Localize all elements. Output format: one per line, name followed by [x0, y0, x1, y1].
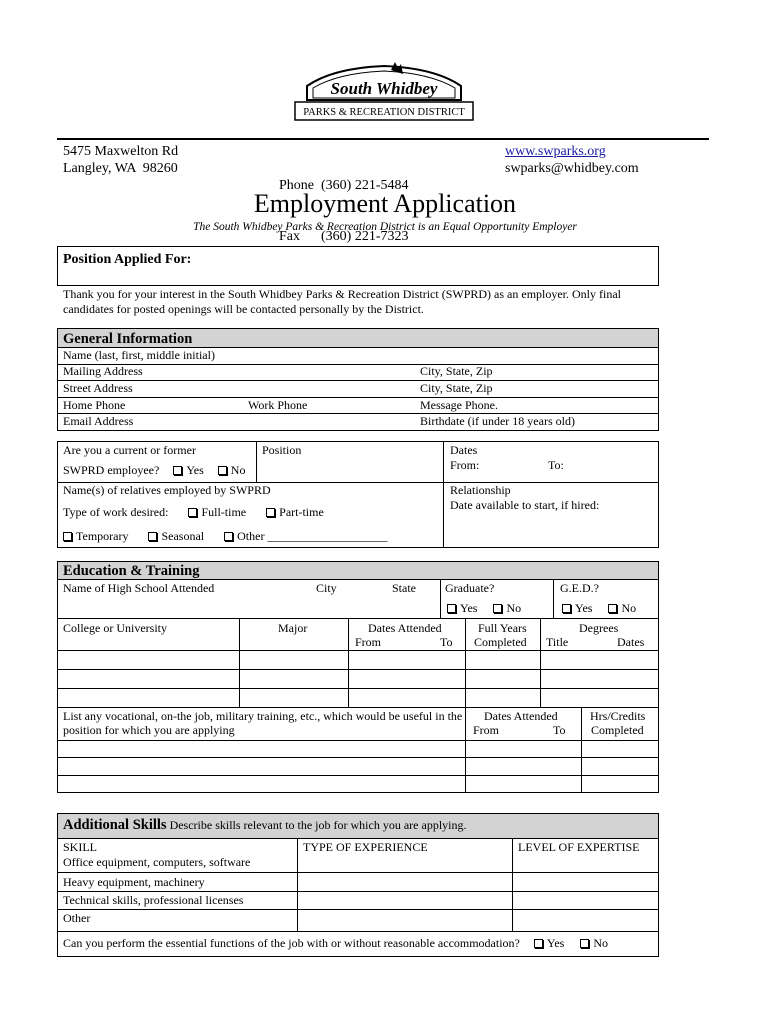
hrs-credits-label: Hrs/Credits [590, 709, 646, 723]
website-link[interactable]: www.swparks.org [505, 144, 606, 159]
current-former-label: Are you a current or former [63, 443, 196, 457]
date-available-field[interactable]: Date available to start, if hired: [450, 498, 600, 512]
temporary-label: Temporary [76, 529, 129, 543]
relatives-field[interactable]: Name(s) of relatives employed by SWPRD [63, 483, 271, 497]
logo-wordmark: South Whidbey [330, 79, 438, 98]
city-state-zip-field-2[interactable]: City, State, Zip [420, 381, 493, 395]
relationship-field[interactable]: Relationship [450, 483, 511, 497]
dates-from-field[interactable]: From: [450, 458, 480, 472]
ged-yes-label: Yes [575, 601, 593, 615]
college-label: College or University [63, 621, 167, 635]
skill-row-technical: Technical skills, professional licenses [63, 893, 244, 907]
graduate-no-checkbox[interactable] [493, 604, 502, 613]
message-phone-field[interactable]: Message Phone. [420, 398, 498, 412]
degrees-label: Degrees [579, 621, 619, 635]
seasonal-label: Seasonal [161, 529, 205, 543]
degree-dates-label: Dates [617, 635, 645, 649]
employee-yes-label: Yes [186, 463, 204, 477]
seasonal-checkbox[interactable] [148, 532, 157, 541]
voc-to-label: To [553, 723, 566, 737]
fax-number: Fax (360) 221-7323 [279, 229, 409, 244]
full-time-checkbox[interactable] [188, 508, 197, 517]
full-years-label: Full Years [478, 621, 527, 635]
graduate-no-label: No [506, 601, 522, 615]
type-experience-col-header: TYPE OF EXPERIENCE [303, 840, 428, 854]
graduate-yes-checkbox[interactable] [447, 604, 456, 613]
skill-row-office: Office equipment, computers, software [63, 855, 251, 869]
vocational-label: List any vocational, on-the job, military training, etc., which would be useful in the position for which you are applying [63, 709, 463, 737]
ged-yes-checkbox[interactable] [562, 604, 571, 613]
employee-yes-checkbox[interactable] [173, 466, 182, 475]
dates-to-label: To [440, 635, 453, 649]
skill-col-header: SKILL [63, 840, 97, 854]
other-field[interactable]: Other ____________________ [237, 529, 388, 543]
essential-functions-question: Can you perform the essential functions of the job with or without reasonable accommodation? [63, 936, 520, 950]
mailing-address-field[interactable]: Mailing Address [63, 364, 143, 378]
phone-number: Phone (360) 221-5484 [279, 178, 409, 193]
city-state-zip-field-1[interactable]: City, State, Zip [420, 364, 493, 378]
other-checkbox[interactable] [224, 532, 233, 541]
dates-to-field[interactable]: To: [548, 458, 564, 472]
work-phone-field[interactable]: Work Phone [248, 398, 308, 412]
education-heading: Education & Training [63, 563, 200, 579]
essential-yes-label: Yes [546, 936, 565, 950]
major-label: Major [278, 621, 308, 635]
skill-row-heavy-equipment: Heavy equipment, machinery [63, 875, 205, 889]
hrs-completed-label: Completed [591, 723, 644, 737]
skills-heading-note: Describe skills relevant to the job for which you are applying. [169, 818, 467, 832]
eeo-statement: The South Whidbey Parks & Recreation District is an Equal Opportunity Employer [193, 221, 577, 233]
part-time-label: Part-time [279, 505, 324, 519]
employee-no-label: No [230, 463, 246, 477]
level-expertise-col-header: LEVEL OF EXPERTISE [518, 840, 640, 854]
street-address-field[interactable]: Street Address [63, 381, 133, 395]
ged-no-label: No [621, 601, 637, 615]
birthdate-field[interactable]: Birthdate (if under 18 years old) [420, 414, 575, 428]
degree-title-label: Title [546, 635, 569, 649]
completed-label: Completed [474, 635, 527, 649]
address-line2: Langley, WA 98260 [63, 161, 178, 176]
part-time-checkbox[interactable] [266, 508, 275, 517]
name-field[interactable]: Name (last, first, middle initial) [63, 348, 215, 362]
temporary-checkbox[interactable] [63, 532, 72, 541]
essential-no-label: No [593, 936, 609, 950]
graduate-yes-label: Yes [460, 601, 478, 615]
dates-label: Dates [450, 443, 478, 457]
skills-heading: Additional Skills [63, 817, 167, 833]
hs-city-field[interactable]: City [316, 581, 337, 595]
type-work-label: Type of work desired: [63, 505, 169, 519]
essential-yes-checkbox[interactable] [534, 939, 543, 948]
dates-attended-label: Dates Attended [368, 621, 442, 635]
home-phone-field[interactable]: Home Phone [63, 398, 126, 412]
voc-dates-attended-label: Dates Attended [484, 709, 558, 723]
ged-no-checkbox[interactable] [608, 604, 617, 613]
email-field[interactable]: Email Address [63, 414, 134, 428]
employee-no-checkbox[interactable] [218, 466, 227, 475]
address-line1: 5475 Maxwelton Rd [63, 144, 179, 159]
position-field[interactable]: Position [262, 443, 302, 457]
email-address: swparks@whidbey.com [505, 161, 639, 176]
page-title: Employment Application [253, 189, 517, 218]
hs-state-field[interactable]: State [392, 581, 416, 595]
general-info-heading: General Information [63, 331, 193, 347]
position-applied-label: Position Applied For: [63, 252, 192, 267]
skill-row-other: Other [63, 911, 91, 925]
full-time-label: Full-time [201, 505, 247, 519]
ged-label: G.E.D.? [560, 581, 599, 595]
swprd-employee-label: SWPRD employee? [63, 463, 160, 477]
graduate-label: Graduate? [445, 581, 495, 595]
logo-subtitle: PARKS & RECREATION DISTRICT [303, 107, 465, 118]
district-logo [293, 60, 475, 126]
interest-note: Thank you for your interest in the South Whidbey Parks & Recreation District (SWPRD) as an employer. Only final candidates for posted openings will be contacted personally by the District. [63, 287, 622, 316]
dates-from-label: From [355, 635, 382, 649]
high-school-field[interactable]: Name of High School Attended [63, 581, 215, 595]
essential-no-checkbox[interactable] [580, 939, 589, 948]
voc-from-label: From [473, 723, 500, 737]
